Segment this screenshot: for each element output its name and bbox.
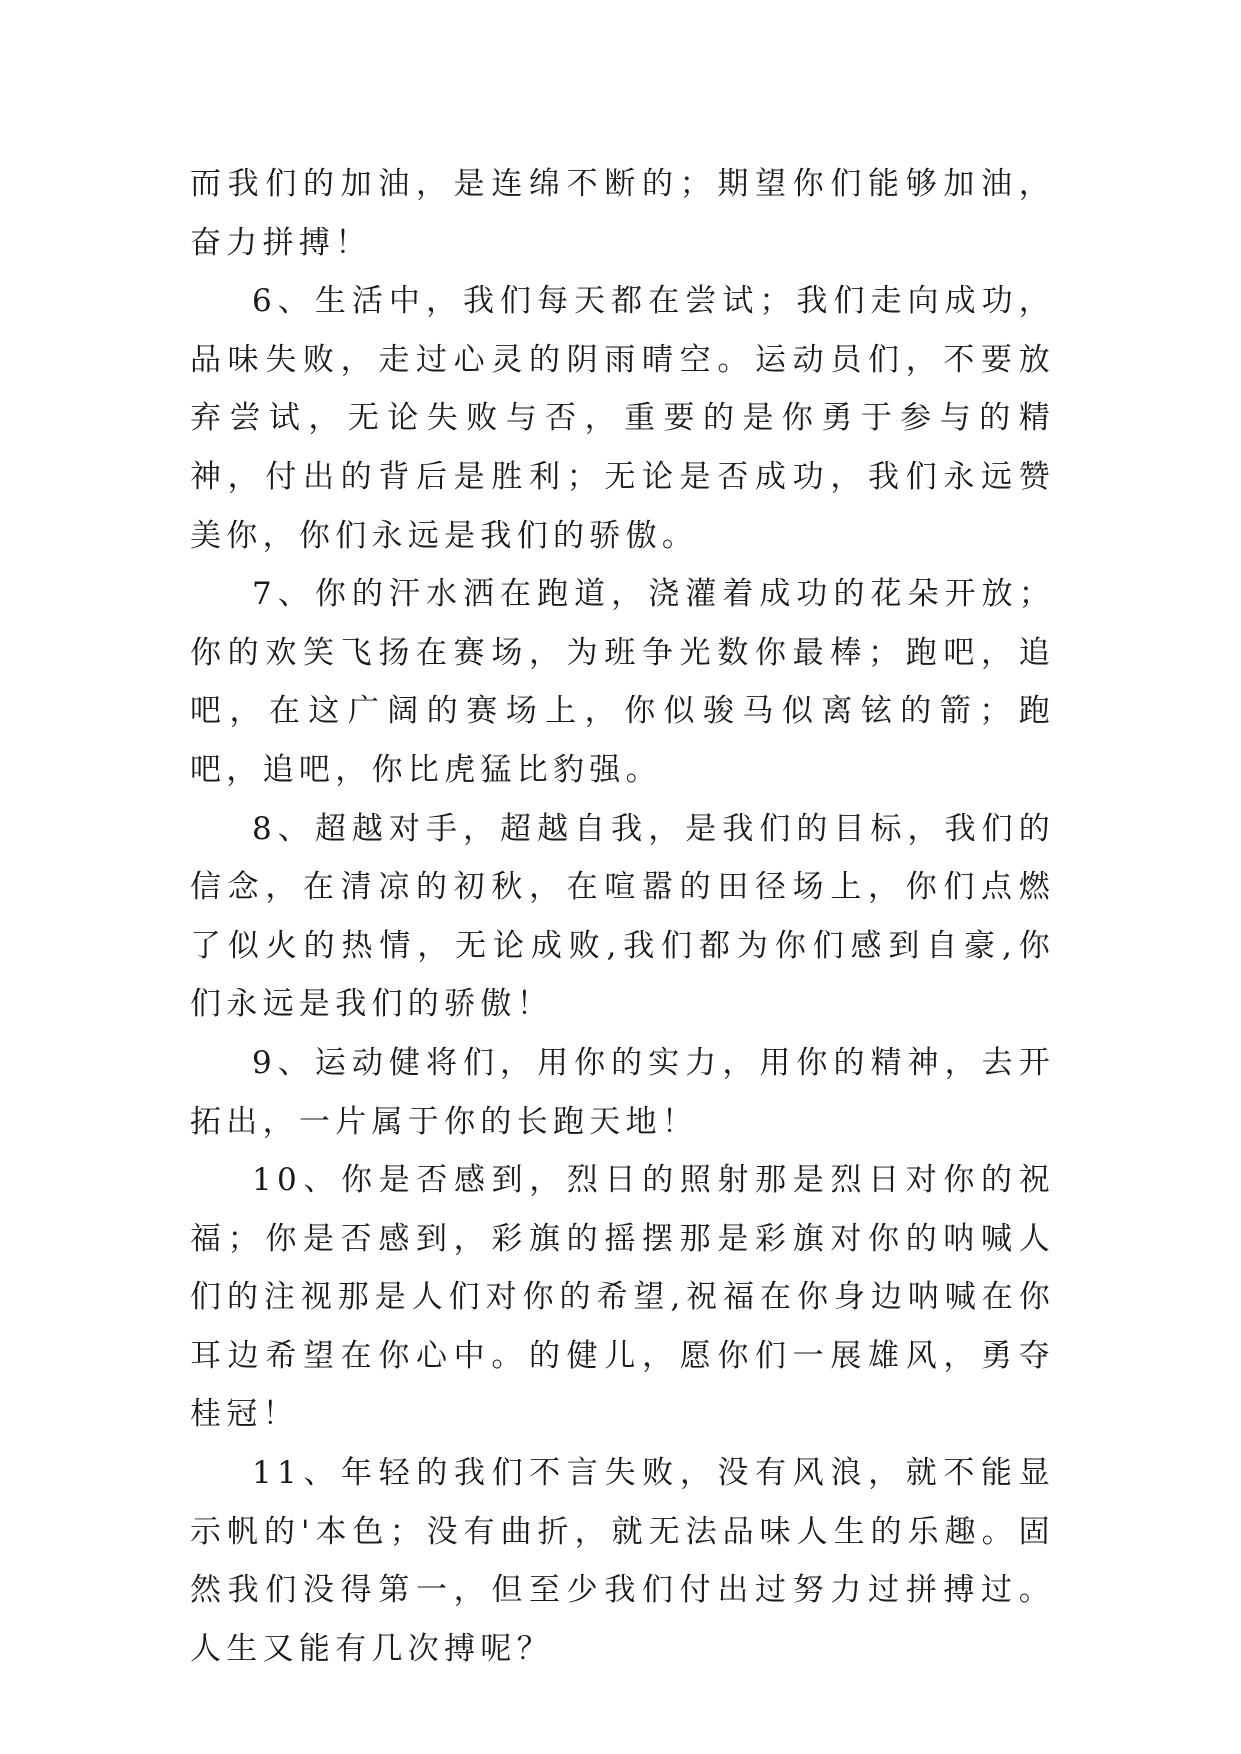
paragraph-item-10: 10、你是否感到，烈日的照射那是烈日对你的祝福；你是否感到，彩旗的摇摆那是彩旗对你的呐喊人们的注视那是人们对你的希望,祝福在你身边呐喊在你耳边希望在你心中。的健儿，愿你们一展雄风，勇夺桂冠！ xyxy=(190,1162,1055,1433)
paragraph-item-6: 6、生活中，我们每天都在尝试；我们走向成功，品味失败，走过心灵的阴雨晴空。运动员们，不要放弃尝试，无论失败与否，重要的是你勇于参与的精神，付出的背后是胜利；无论是否成功，我们永远赞美你，你们永远是我们的骄傲。 xyxy=(190,283,1055,554)
body-text xyxy=(190,155,1055,1678)
paragraph-item-7: 7、你的汗水洒在跑道，浇灌着成功的花朵开放；你的欢笑飞扬在赛场，为班争光数你最棒；跑吧，追吧，在这广阔的赛场上，你似骏马似离铉的箭；跑吧，追吧，你比虎猛比豹强。 xyxy=(190,576,1055,788)
paragraph-item-11: 11、年轻的我们不言失败，没有风浪，就不能显示帆的'本色；没有曲折，就无法品味人生的乐趣。固然我们没得第一，但至少我们付出过努力过拼搏过。人生又能有几次搏呢？ xyxy=(190,1455,1055,1667)
paragraph-item-8: 8、超越对手，超越自我，是我们的目标，我们的信念，在清凉的初秋，在喧嚣的田径场上，你们点燃了似火的热情，无论成败,我们都为你们感到自豪,你们永远是我们的骄傲！ xyxy=(190,810,1055,1023)
paragraph-continuation: 而我们的加油，是连绵不断的；期望你们能够加油，奋力拼搏！ xyxy=(190,166,1055,261)
paragraph-item-9: 9、运动健将们，用你的实力，用你的精神，去开拓出，一片属于你的长跑天地！ xyxy=(190,1044,1055,1140)
